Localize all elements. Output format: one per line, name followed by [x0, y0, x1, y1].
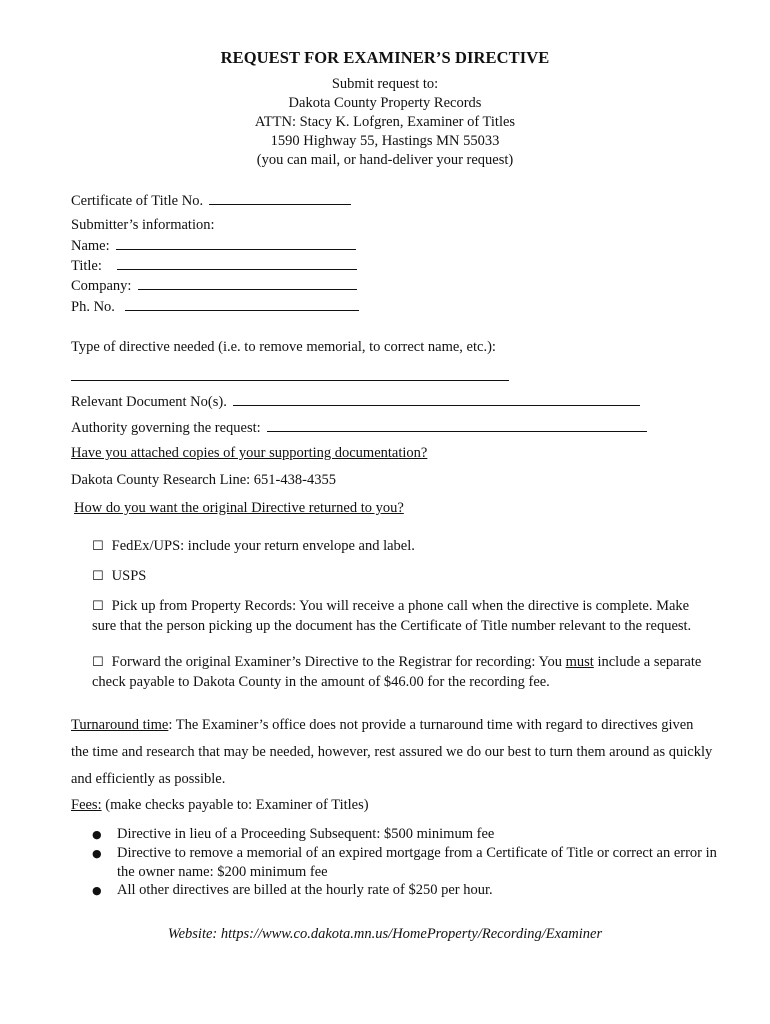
forward-label-a: Forward the original Examiner’s Directive to the Registrar for recording: You — [111, 654, 566, 670]
certificate-blank[interactable] — [209, 191, 351, 205]
fedex-checkbox[interactable]: ☐ — [92, 539, 104, 554]
option-forward[interactable] — [92, 654, 701, 671]
fee-item-memorial: Directive to remove a memorial of an expired mortgage from a Certificate of Title or correct an error in the owner name: $200 minimum fee — [117, 845, 717, 880]
forward-label-b: include a separate — [593, 654, 702, 670]
phone-field[interactable] — [71, 297, 359, 316]
turnaround-label: Turnaround time — [71, 717, 169, 733]
submit-to-label: Submit request to: — [331, 76, 439, 92]
company-blank[interactable] — [138, 276, 357, 290]
fee-item-hourly: All other directives are billed at the hourly rate of $250 per hour. — [117, 882, 493, 898]
name-blank[interactable] — [116, 236, 356, 250]
directive-type-blank[interactable] — [71, 367, 509, 381]
phone-blank[interactable] — [125, 297, 359, 311]
relevant-docs-label: Relevant Document No(s). — [71, 394, 227, 410]
company-field[interactable] — [71, 276, 357, 295]
title-blank[interactable] — [117, 256, 357, 270]
fees-heading — [71, 797, 369, 814]
name-field[interactable] — [71, 236, 356, 255]
attached-docs-question: Have you attached copies of your supporting documentation? — [71, 445, 428, 461]
website-link[interactable]: Website: https://www.co.dakota.mn.us/HomeProperty/Recording/Examiner — [167, 926, 603, 942]
forward-checkbox[interactable]: ☐ — [92, 655, 104, 670]
phone-label: Ph. No. — [71, 299, 115, 315]
certificate-field[interactable] — [71, 191, 351, 210]
authority-label: Authority governing the request: — [71, 420, 261, 436]
attention-line: ATTN: Stacy K. Lofgren, Examiner of Titles — [254, 114, 516, 130]
authority-field[interactable] — [71, 418, 647, 437]
bullet-icon: ● — [92, 847, 102, 860]
fedex-label: FedEx/UPS: include your return envelope and label. — [111, 538, 415, 554]
turnaround-line3: and efficiently as possible. — [71, 771, 226, 787]
fee-item-proceeding: Directive in lieu of a Proceeding Subsequent: $500 minimum fee — [117, 826, 495, 842]
bullet-icon: ● — [92, 828, 102, 841]
bullet-icon: ● — [92, 884, 102, 897]
fees-note: (make checks payable to: Examiner of Titles) — [101, 797, 369, 813]
form-title: REQUEST FOR EXAMINER’S DIRECTIVE — [220, 48, 550, 67]
turnaround-line1 — [71, 717, 693, 734]
option-usps[interactable] — [92, 568, 146, 585]
name-label: Name: — [71, 238, 110, 254]
turnaround-line2: the time and research that may be needed, however, rest assured we do our best to turn them around as quickly — [71, 744, 713, 760]
turnaround-text1: : The Examiner’s office does not provide a turnaround time with regard to directives given — [168, 717, 694, 733]
authority-blank[interactable] — [267, 418, 647, 432]
delivery-note: (you can mail, or hand-deliver your request) — [256, 152, 514, 168]
option-pickup[interactable] — [92, 598, 689, 615]
forward-must: must — [565, 654, 594, 670]
office-name: Dakota County Property Records — [288, 95, 482, 111]
directive-type-label: Type of directive needed (i.e. to remove memorial, to correct name, etc.): — [71, 339, 496, 355]
option-fedex[interactable] — [92, 538, 415, 555]
relevant-docs-field[interactable] — [71, 392, 640, 411]
certificate-label: Certificate of Title No. — [71, 193, 204, 209]
relevant-docs-blank[interactable] — [233, 392, 640, 406]
forward-label-line2: check payable to Dakota County in the amount of $46.00 for the recording fee. — [92, 674, 550, 690]
pickup-checkbox[interactable]: ☐ — [92, 599, 104, 614]
return-method-question: How do you want the original Directive returned to you? — [74, 500, 404, 516]
research-line: Dakota County Research Line: 651-438-4355 — [71, 472, 336, 488]
title-label: Title: — [71, 258, 102, 274]
title-field[interactable] — [71, 256, 357, 275]
usps-label: USPS — [111, 568, 147, 584]
office-address: 1590 Highway 55, Hastings MN 55033 — [270, 133, 500, 149]
pickup-label-line2: sure that the person picking up the document has the Certificate of Title number relevant to the request. — [92, 618, 692, 634]
company-label: Company: — [71, 278, 132, 294]
fees-label: Fees: — [71, 797, 102, 813]
pickup-label-line1: Pick up from Property Records: You will receive a phone call when the directive is complete. Make — [111, 598, 690, 614]
submitter-heading: Submitter’s information: — [71, 217, 215, 233]
usps-checkbox[interactable]: ☐ — [92, 569, 104, 584]
